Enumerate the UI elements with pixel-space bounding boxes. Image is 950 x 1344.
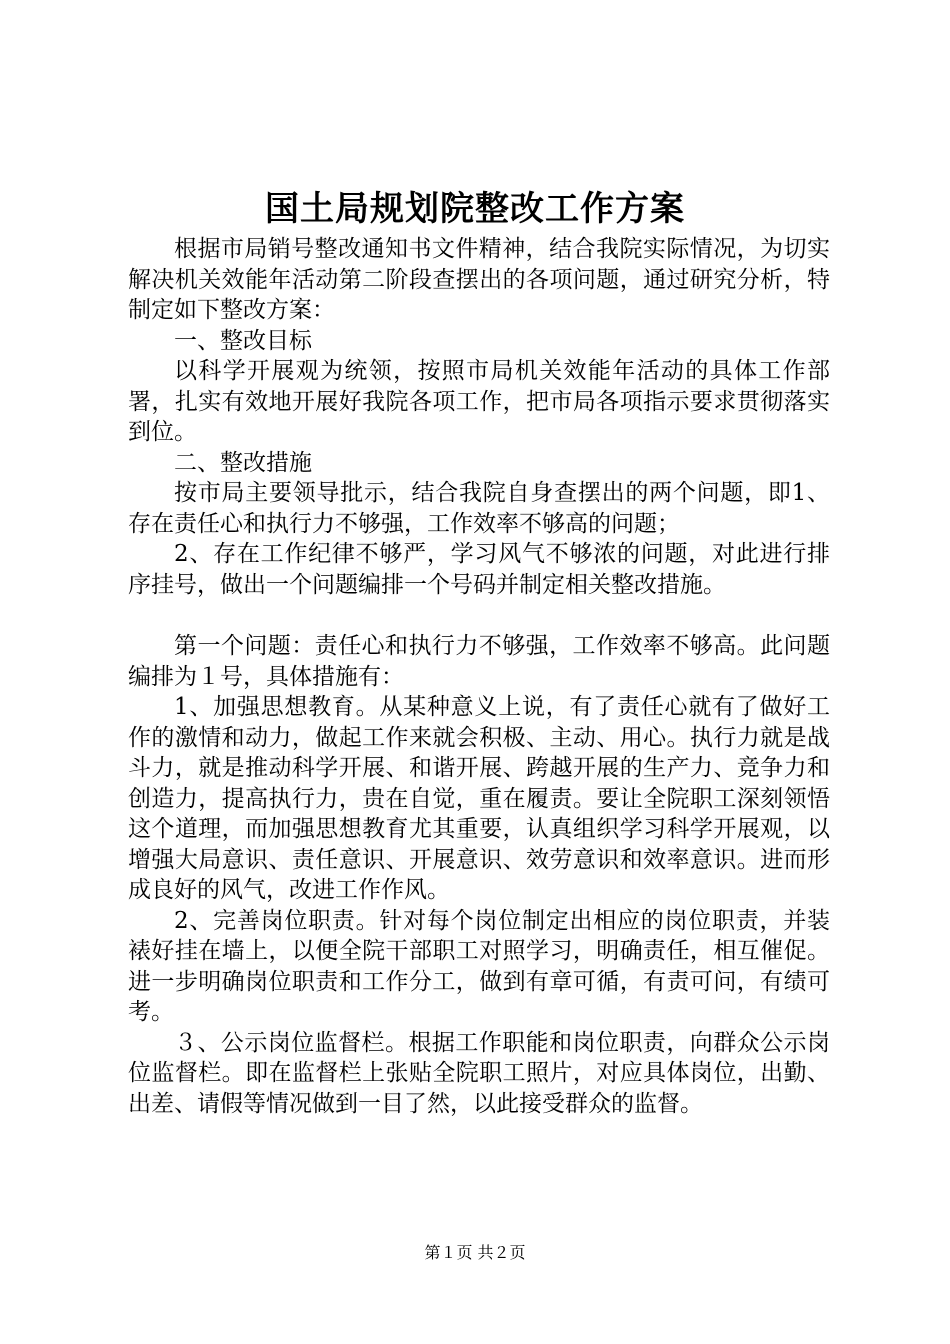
page-footer: 第１页 共２页: [424, 1243, 526, 1262]
paragraph-measure-2: 2、完善岗位职责。针对每个岗位制定出相应的岗位职责，并装裱好挂在墙上，以便全院干部职工对照学习，明确责任，相互催促。进一步明确岗位职责和工作分工，做到有章可循，有责可问，有绩可考。: [128, 907, 830, 1025]
paragraph-goal: 以科学开展观为统领，按照市局机关效能年活动的具体工作部署，扎实有效地开展好我院各项工作，把市局各项指示要求贯彻落实到位。: [128, 358, 830, 445]
paragraph-measure-1: 1、加强思想教育。从某种意义上说，有了责任心就有了做好工作的激情和动力，做起工作来就会积极、主动、用心。执行力就是战斗力，就是推动科学开展、和谐开展、跨越开展的生产力、竞争力和创造力，提高执行力，贵在自觉，重在履责。要让全院职工深刻领悟这个道理，而加强思想教育尤其重要，认真组织学习科学开展观，以增强大局意识、责任意识、开展意识、效劳意识和效率意识。进而形成良好的风气，改进工作作风。: [128, 694, 830, 903]
paragraph-measures: 按市局主要领导批示，结合我院自身查摆出的两个问题，即1、存在责任心和执行力不够强，工作效率不够高的问题；: [128, 480, 830, 537]
paragraph-intro: 根据市局销号整改通知书文件精神，结合我院实际情况，为切实解决机关效能年活动第二阶段查摆出的各项问题，通过研究分析，特制定如下整改方案：: [128, 236, 830, 323]
paragraph-measure-3: ３、公示岗位监督栏。根据工作职能和岗位职责，向群众公示岗位监督栏。即在监督栏上张贴全院职工照片，对应具体岗位，出勤、出差、请假等情况做到一目了然，以此接受群众的监督。: [128, 1029, 830, 1117]
paragraph-first-problem: 第一个问题：责任心和执行力不够强，工作效率不够高。此问题编排为１号，具体措施有：: [128, 633, 830, 690]
document-title: 国土局规划院整改工作方案: [265, 189, 685, 229]
heading-goal: 一、整改目标: [174, 327, 312, 354]
paragraph-problem-two: 2、存在工作纪律不够严，学习风气不够浓的问题，对此进行排序挂号，做出一个问题编排一个号码并制定相关整改措施。: [128, 541, 830, 598]
document-body: [128, 234, 830, 1119]
heading-measures: 二、整改措施: [174, 449, 312, 476]
